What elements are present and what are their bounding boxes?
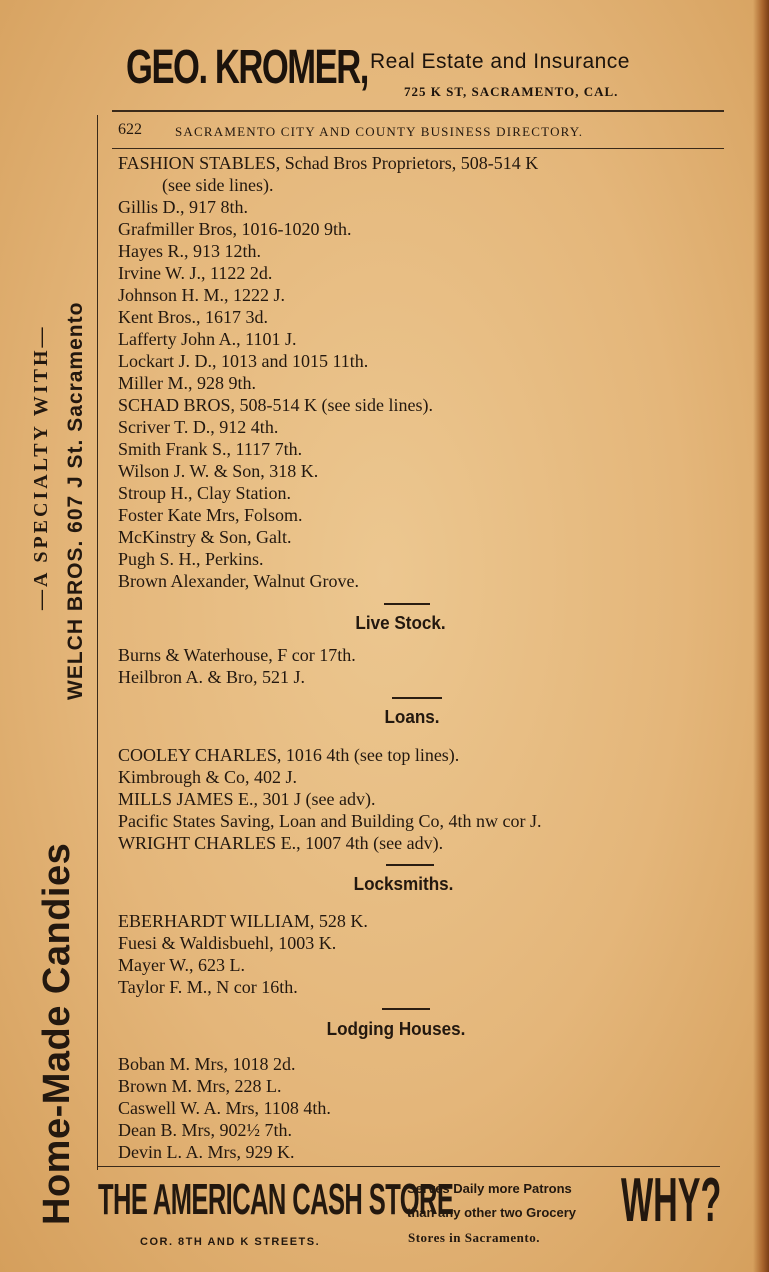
list-item: Mayer W., 623 L. <box>118 955 245 975</box>
list-item: (see side lines). <box>162 175 274 195</box>
list-item: McKinstry & Son, Galt. <box>118 527 292 547</box>
footer-tagline-2: than any other two Grocery <box>407 1205 577 1220</box>
list-item: Lockart J. D., 1013 and 1015 11th. <box>118 351 369 371</box>
list-item: Grafmiller Bros, 1016-1020 9th. <box>118 219 352 239</box>
footer-address: COR. 8TH AND K STREETS. <box>140 1236 321 1248</box>
list-item: Burns & Waterhouse, F cor 17th. <box>118 645 356 665</box>
page-number: 622 <box>118 121 142 138</box>
list-item: Brown Alexander, Walnut Grove. <box>118 571 359 591</box>
list-item: Pacific States Saving, Loan and Building Co, 4th nw cor J. <box>118 811 542 831</box>
section-divider <box>382 1008 430 1010</box>
footer-tagline-3: Stores in Sacramento. <box>408 1230 540 1245</box>
section-divider <box>392 697 442 699</box>
directory-title: SACRAMENTO CITY AND COUNTY BUSINESS DIRECTORY. <box>175 124 584 139</box>
list-item: Lafferty John A., 1101 J. <box>118 329 297 349</box>
list-item: FASHION STABLES, Schad Bros Proprietors, 508-514 K <box>118 153 539 173</box>
list-item: Taylor F. M., N cor 16th. <box>118 977 298 997</box>
list-item: Boban M. Mrs, 1018 2d. <box>118 1054 296 1074</box>
side-ad-welch-bros: WELCH BROS. 607 J St. Sacramento <box>64 301 87 700</box>
footer-advertiser-name: THE AMERICAN CASH STORE <box>98 1175 454 1224</box>
margin-rule <box>97 115 98 1170</box>
list-item: Kent Bros., 1617 3d. <box>118 307 268 327</box>
list-item: Smith Frank S., 1117 7th. <box>118 439 303 459</box>
header-advertiser-name: GEO. KROMER, <box>126 41 368 94</box>
header-address: 725 K ST, SACRAMENTO, CAL. <box>404 84 619 99</box>
list-item: Hayes R., 913 12th. <box>118 241 261 261</box>
list-item: Heilbron A. & Bro, 521 J. <box>118 667 305 687</box>
list-item: Johnson H. M., 1222 J. <box>118 285 286 305</box>
header-rule <box>112 110 724 112</box>
list-item: Miller M., 928 9th. <box>118 373 256 393</box>
list-item: Kimbrough & Co, 402 J. <box>118 767 298 787</box>
title-rule <box>112 148 724 149</box>
list-item: Irvine W. J., 1122 2d. <box>118 263 273 283</box>
heading-loans: Loans. <box>384 707 440 727</box>
list-item: MILLS JAMES E., 301 J (see adv). <box>118 789 376 809</box>
footer-why: WHY? <box>621 1166 722 1235</box>
list-item: EBERHARDT WILLIAM, 528 K. <box>118 911 368 931</box>
heading-live-stock: Live Stock. <box>355 613 446 633</box>
header-business-line: Real Estate and Insurance <box>370 50 630 73</box>
list-item: COOLEY CHARLES, 1016 4th (see top lines). <box>118 745 460 765</box>
list-item: SCHAD BROS, 508-514 K (see side lines). <box>118 395 433 415</box>
section-divider <box>384 603 430 605</box>
list-item: Dean B. Mrs, 902½ 7th. <box>118 1120 292 1140</box>
list-item: Brown M. Mrs, 228 L. <box>118 1076 282 1096</box>
list-item: Foster Kate Mrs, Folsom. <box>118 505 303 525</box>
list-item: Wilson J. W. & Son, 318 K. <box>118 461 319 481</box>
list-item: Gillis D., 917 8th. <box>118 197 249 217</box>
section-divider <box>386 864 434 866</box>
list-item: WRIGHT CHARLES E., 1007 4th (see adv). <box>118 833 444 853</box>
page-edge <box>753 0 769 1272</box>
list-item: Pugh S. H., Perkins. <box>118 549 264 569</box>
side-ad-specialty: —A SPECIALTY WITH— <box>30 324 52 610</box>
footer-tagline-1: Serves Daily more Patrons <box>407 1181 572 1196</box>
list-item: Devin L. A. Mrs, 929 K. <box>118 1142 295 1162</box>
list-item: Caswell W. A. Mrs, 1108 4th. <box>118 1098 331 1118</box>
heading-locksmiths: Locksmiths. <box>353 874 454 894</box>
list-item: Fuesi & Waldisbuehl, 1003 K. <box>118 933 337 953</box>
side-ad-home-made-candies: Home-Made Candies <box>36 842 78 1225</box>
list-item: Stroup H., Clay Station. <box>118 483 292 503</box>
heading-lodging-houses: Lodging Houses. <box>326 1019 466 1039</box>
list-item: Scriver T. D., 912 4th. <box>118 417 279 437</box>
